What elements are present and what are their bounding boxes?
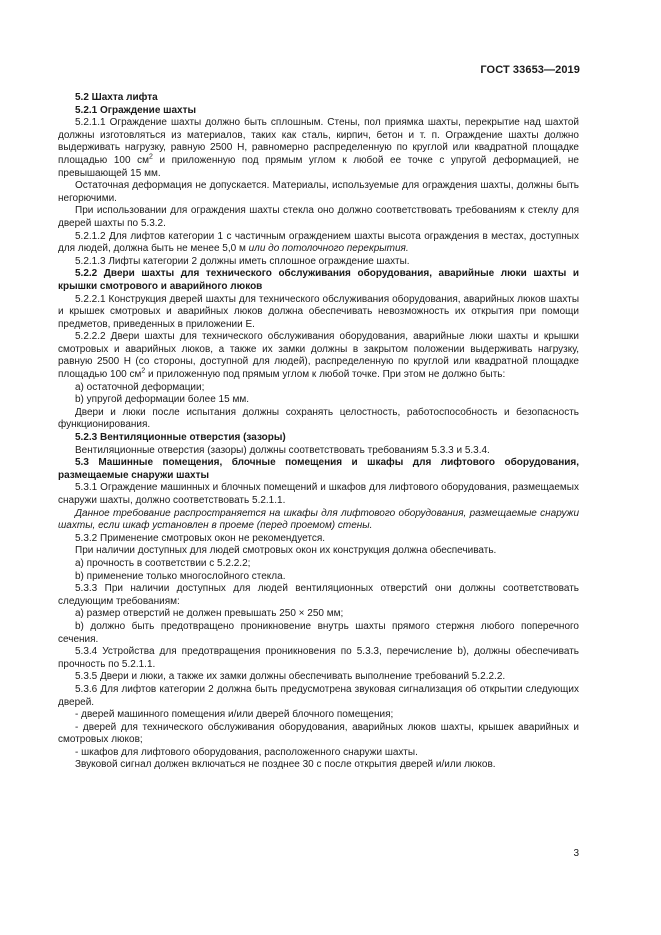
italic-text: или до потолочного перекрытия.	[248, 243, 409, 255]
list-item: b) должно быть предотвращено проникновение внутрь шахты прямого стержня любого поперечного сечения.	[58, 620, 579, 645]
paragraph-5-2-1-1	[58, 117, 579, 180]
paragraph-5-3-6: 5.3.6 Для лифтов категории 2 должна быть предусмотрена звуковая сигнализация об открытии следующих дверей.	[58, 683, 579, 708]
paragraph-5-2-1-3: 5.2.1.3 Лифты категории 2 должны иметь сплошное ограждение шахты.	[75, 255, 410, 267]
list-item: b) упругой деформации более 15 мм.	[75, 394, 249, 406]
paragraph-5-2-2-1: 5.2.2.1 Конструкция дверей шахты для технического обслуживания оборудования, аварийных люков шахты и крышек смотровых и аварийных люков должна обеспечивать невозможность их открытия при помощи предметов, приведенных в приложении Е.	[58, 293, 579, 330]
superscript: 2	[148, 153, 153, 161]
list-item: b) применение только многослойного стекла.	[75, 570, 286, 582]
paragraph-text: 5.2.2.2 Двери шахты для технического обслуживания оборудования, аварийные люки шахты и крышки смотровых и аварийных люков, а также их замки должны в закрытом положении выдерживать нагрузку, равную 2500 Н (со стороны, доступной для людей), распределенную по круглой или квадратной площадке площадью 100 см	[58, 331, 579, 381]
paragraph-text: 5.2.1.2 Для лифтов категории 1 с частичным ограждением шахты высота ограждения в местах, доступных для людей, должна быть не менее 5,0 м	[58, 230, 579, 255]
page-number: 3	[573, 848, 579, 859]
paragraph-5-2-1-2	[58, 231, 579, 256]
paragraph-5-3-2: 5.3.2 Применение смотровых окон не рекомендуется.	[75, 532, 326, 544]
paragraph-5-2-2-2	[58, 331, 579, 381]
subsection-heading-5-2-1: 5.2.1 Ограждение шахты	[75, 104, 197, 116]
subsection-heading-5-2-2: 5.2.2 Двери шахты для технического обслуживания оборудования, аварийные люки шахты и крышки смотрового и аварийного люков	[58, 268, 579, 292]
paragraph-5-3-4: 5.3.4 Устройства для предотвращения проникновения по 5.3.3, перечисление b), должны обеспечивать прочность по 5.2.1.1.	[58, 646, 579, 670]
paragraph-text: 5.2.1.1 Ограждение шахты должно быть сплошным. Стены, пол приямка шахты, перекрытие над шахтой должны изготовляться из материалов, таких как сталь, кирпич, бетон и т. п. Ограждение шахты должно выдерживать нагрузку, равную 2500 Н, равномерно распределенную по круглой или квадратной площадке площадью 100 см	[58, 117, 579, 166]
list-item: a) размер отверстий не должен превышать 250 × 250 мм;	[75, 608, 344, 620]
list-item: - дверей для технического обслуживания оборудования, аварийных люков шахты, крышек аварийных и смотровых люков;	[58, 721, 579, 746]
superscript: 2	[141, 367, 146, 375]
list-item: - шкафов для лифтового оборудования, расположенного снаружи шахты.	[75, 746, 418, 758]
section-heading-5-2: 5.2 Шахта лифта	[75, 92, 158, 103]
paragraph: Двери и люки после испытания должны сохранять целостность, работоспособность и безопасность функционирования.	[58, 406, 579, 431]
paragraph-5-3-5: 5.3.5 Двери и люки, а также их замки должны обеспечивать выполнение требований 5.2.2.2.	[75, 671, 506, 683]
paragraph: При наличии доступных для людей смотровых окон их конструкция должна обеспечивать.	[75, 545, 497, 557]
paragraph: Звуковой сигнал должен включаться не позднее 30 с после открытия дверей и/или люков.	[75, 759, 496, 771]
paragraph-text: и приложенную под прямым углом к любой точке. При этом не должно быть:	[145, 369, 506, 381]
note-italic: Данное требование распространяется на шкафы для лифтового оборудования, размещаемые снаружи шахты, если шкаф установлен в проеме (перед проемом) стены.	[58, 507, 579, 532]
section-heading-5-3: 5.3 Машинные помещения, блочные помещения и шкафы для лифтового оборудования, размещаемые снаружи шахты	[58, 457, 579, 481]
paragraph-5-3-3: 5.3.3 При наличии доступных для людей вентиляционных отверстий они должны соответствовать следующим требованиям:	[58, 583, 579, 607]
paragraph-5-3-1: 5.3.1 Ограждение машинных и блочных помещений и шкафов для лифтового оборудования, размещаемых снаружи шахты, должно соответствовать 5.2.1.1.	[58, 482, 579, 506]
document-body	[58, 92, 579, 772]
paragraph: Вентиляционные отверстия (зазоры) должны соответствовать требованиям 5.3.3 и 5.3.4.	[75, 444, 490, 456]
list-item: - дверей машинного помещения и/или дверей блочного помещения;	[75, 709, 394, 721]
standard-code: ГОСТ 33653—2019	[480, 64, 580, 76]
paragraph-text: и приложенную под прямым углом к любой ее точке с упругой деформацией, не превышающей 15 мм.	[58, 154, 579, 179]
list-item: a) прочность в соответствии с 5.2.2.2;	[75, 557, 251, 569]
list-item: a) остаточной деформации;	[75, 381, 205, 393]
paragraph: При использовании для ограждения шахты стекла оно должно соответствовать требованиям к стеклу для дверей шахты по 5.3.2.	[58, 205, 579, 229]
subsection-heading-5-2-3: 5.2.3 Вентиляционные отверстия (зазоры)	[75, 432, 286, 444]
paragraph: Остаточная деформация не допускается. Материалы, используемые для ограждения шахты, должны быть негорючими.	[58, 180, 579, 204]
